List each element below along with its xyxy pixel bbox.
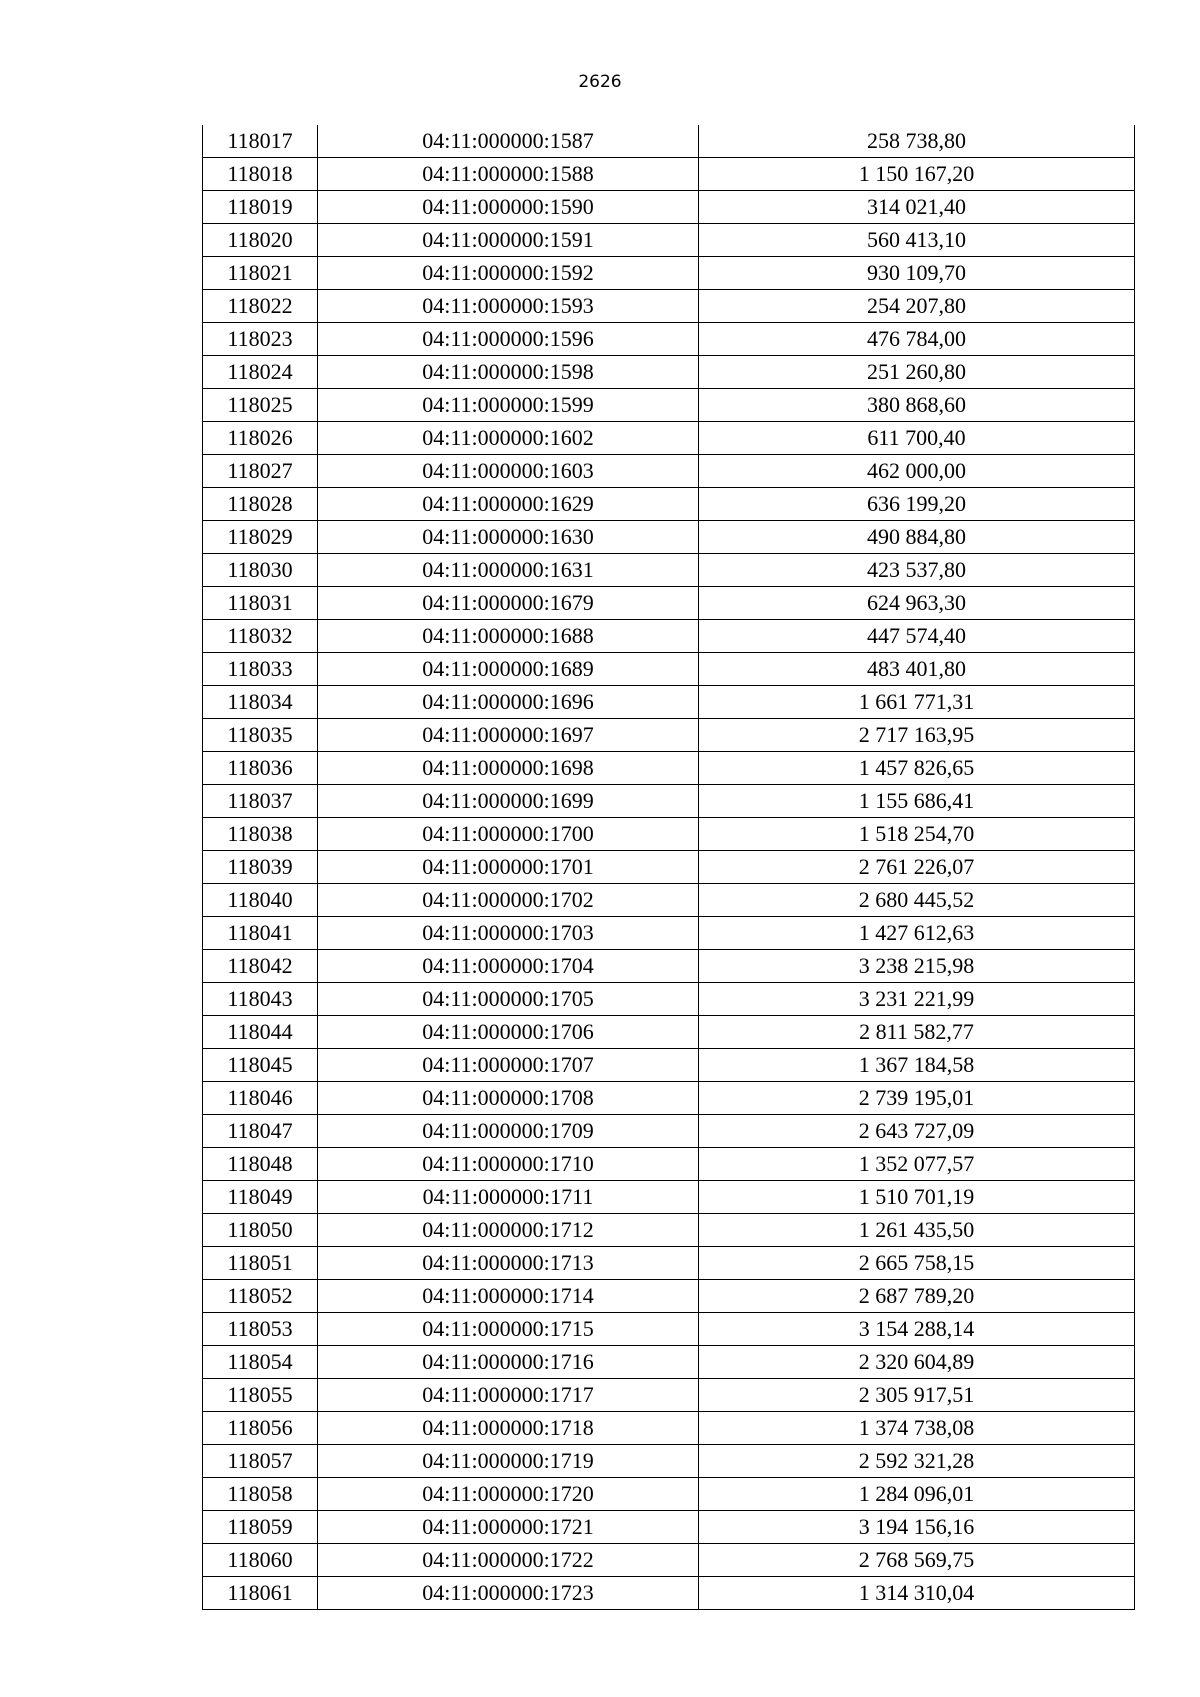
cadastral-value-cell: 423 537,80 [699, 554, 1135, 587]
cadastral-value-cell: 462 000,00 [699, 455, 1135, 488]
table-row [203, 257, 1135, 290]
cadastral-number-cell: 04:11:000000:1717 [318, 1379, 699, 1412]
cadastral-number-cell: 04:11:000000:1593 [318, 290, 699, 323]
table-row [203, 1445, 1135, 1478]
cadastral-number-cell: 04:11:000000:1705 [318, 983, 699, 1016]
row-number-cell: 118052 [203, 1280, 318, 1313]
cadastral-number-cell: 04:11:000000:1723 [318, 1577, 699, 1610]
cadastral-value-table [202, 125, 1135, 1610]
row-number-cell: 118050 [203, 1214, 318, 1247]
row-number-cell: 118020 [203, 224, 318, 257]
table-row [203, 983, 1135, 1016]
row-number-cell: 118040 [203, 884, 318, 917]
table-row [203, 422, 1135, 455]
cadastral-number-cell: 04:11:000000:1591 [318, 224, 699, 257]
cadastral-number-cell: 04:11:000000:1712 [318, 1214, 699, 1247]
cadastral-value-cell: 611 700,40 [699, 422, 1135, 455]
cadastral-number-cell: 04:11:000000:1720 [318, 1478, 699, 1511]
cadastral-value-cell: 3 231 221,99 [699, 983, 1135, 1016]
row-number-cell: 118024 [203, 356, 318, 389]
cadastral-value-cell: 314 021,40 [699, 191, 1135, 224]
cadastral-value-cell: 2 320 604,89 [699, 1346, 1135, 1379]
cadastral-number-cell: 04:11:000000:1706 [318, 1016, 699, 1049]
table-row [203, 1379, 1135, 1412]
cadastral-value-cell: 1 155 686,41 [699, 785, 1135, 818]
cadastral-number-cell: 04:11:000000:1588 [318, 158, 699, 191]
cadastral-value-cell: 483 401,80 [699, 653, 1135, 686]
cadastral-value-cell: 1 457 826,65 [699, 752, 1135, 785]
cadastral-value-cell: 1 150 167,20 [699, 158, 1135, 191]
cadastral-number-cell: 04:11:000000:1715 [318, 1313, 699, 1346]
cadastral-number-cell: 04:11:000000:1590 [318, 191, 699, 224]
table-row [203, 554, 1135, 587]
cadastral-number-cell: 04:11:000000:1719 [318, 1445, 699, 1478]
row-number-cell: 118034 [203, 686, 318, 719]
row-number-cell: 118056 [203, 1412, 318, 1445]
cadastral-value-cell: 380 868,60 [699, 389, 1135, 422]
table-row [203, 917, 1135, 950]
cadastral-number-cell: 04:11:000000:1629 [318, 488, 699, 521]
cadastral-number-cell: 04:11:000000:1688 [318, 620, 699, 653]
table-row [203, 1049, 1135, 1082]
row-number-cell: 118023 [203, 323, 318, 356]
table-row [203, 356, 1135, 389]
table-row [203, 884, 1135, 917]
cadastral-number-cell: 04:11:000000:1699 [318, 785, 699, 818]
cadastral-number-cell: 04:11:000000:1711 [318, 1181, 699, 1214]
table-row [203, 455, 1135, 488]
table-row [203, 950, 1135, 983]
row-number-cell: 118032 [203, 620, 318, 653]
row-number-cell: 118044 [203, 1016, 318, 1049]
cadastral-number-cell: 04:11:000000:1596 [318, 323, 699, 356]
row-number-cell: 118058 [203, 1478, 318, 1511]
row-number-cell: 118031 [203, 587, 318, 620]
row-number-cell: 118036 [203, 752, 318, 785]
table-row [203, 224, 1135, 257]
cadastral-number-cell: 04:11:000000:1709 [318, 1115, 699, 1148]
table-row [203, 389, 1135, 422]
row-number-cell: 118055 [203, 1379, 318, 1412]
cadastral-value-cell: 2 305 917,51 [699, 1379, 1135, 1412]
cadastral-number-cell: 04:11:000000:1592 [318, 257, 699, 290]
cadastral-number-cell: 04:11:000000:1631 [318, 554, 699, 587]
table-row [203, 1577, 1135, 1610]
row-number-cell: 118043 [203, 983, 318, 1016]
cadastral-value-cell: 930 109,70 [699, 257, 1135, 290]
cadastral-number-cell: 04:11:000000:1700 [318, 818, 699, 851]
cadastral-number-cell: 04:11:000000:1707 [318, 1049, 699, 1082]
cadastral-value-cell: 254 207,80 [699, 290, 1135, 323]
table-row [203, 653, 1135, 686]
table-row [203, 686, 1135, 719]
table-row [203, 1016, 1135, 1049]
cadastral-value-cell: 2 717 163,95 [699, 719, 1135, 752]
table-row [203, 1082, 1135, 1115]
table-row [203, 1280, 1135, 1313]
cadastral-value-cell: 560 413,10 [699, 224, 1135, 257]
cadastral-value-cell: 2 680 445,52 [699, 884, 1135, 917]
row-number-cell: 118051 [203, 1247, 318, 1280]
cadastral-value-cell: 2 665 758,15 [699, 1247, 1135, 1280]
row-number-cell: 118049 [203, 1181, 318, 1214]
cadastral-number-cell: 04:11:000000:1630 [318, 521, 699, 554]
cadastral-number-cell: 04:11:000000:1718 [318, 1412, 699, 1445]
cadastral-value-cell: 1 518 254,70 [699, 818, 1135, 851]
table-row [203, 587, 1135, 620]
table-row [203, 818, 1135, 851]
table-row [203, 1115, 1135, 1148]
row-number-cell: 118028 [203, 488, 318, 521]
row-number-cell: 118061 [203, 1577, 318, 1610]
cadastral-number-cell: 04:11:000000:1701 [318, 851, 699, 884]
row-number-cell: 118060 [203, 1544, 318, 1577]
row-number-cell: 118059 [203, 1511, 318, 1544]
table-row [203, 1544, 1135, 1577]
row-number-cell: 118017 [203, 125, 318, 158]
cadastral-value-cell: 3 238 215,98 [699, 950, 1135, 983]
row-number-cell: 118057 [203, 1445, 318, 1478]
table-row [203, 1247, 1135, 1280]
cadastral-value-cell: 3 194 156,16 [699, 1511, 1135, 1544]
row-number-cell: 118054 [203, 1346, 318, 1379]
cadastral-number-cell: 04:11:000000:1714 [318, 1280, 699, 1313]
cadastral-value-cell: 1 352 077,57 [699, 1148, 1135, 1181]
table-row [203, 620, 1135, 653]
row-number-cell: 118037 [203, 785, 318, 818]
cadastral-number-cell: 04:11:000000:1708 [318, 1082, 699, 1115]
row-number-cell: 118029 [203, 521, 318, 554]
table-row [203, 290, 1135, 323]
cadastral-number-cell: 04:11:000000:1602 [318, 422, 699, 455]
cadastral-value-cell: 1 661 771,31 [699, 686, 1135, 719]
row-number-cell: 118025 [203, 389, 318, 422]
table-body [203, 125, 1135, 1610]
row-number-cell: 118033 [203, 653, 318, 686]
cadastral-value-cell: 624 963,30 [699, 587, 1135, 620]
cadastral-value-cell: 258 738,80 [699, 125, 1135, 158]
table-row [203, 1346, 1135, 1379]
cadastral-value-cell: 3 154 288,14 [699, 1313, 1135, 1346]
cadastral-number-cell: 04:11:000000:1721 [318, 1511, 699, 1544]
cadastral-value-cell: 1 367 184,58 [699, 1049, 1135, 1082]
cadastral-value-cell: 636 199,20 [699, 488, 1135, 521]
row-number-cell: 118038 [203, 818, 318, 851]
cadastral-value-cell: 476 784,00 [699, 323, 1135, 356]
cadastral-value-cell: 1 374 738,08 [699, 1412, 1135, 1445]
cadastral-number-cell: 04:11:000000:1702 [318, 884, 699, 917]
row-number-cell: 118022 [203, 290, 318, 323]
cadastral-number-cell: 04:11:000000:1710 [318, 1148, 699, 1181]
table-row [203, 323, 1135, 356]
row-number-cell: 118053 [203, 1313, 318, 1346]
cadastral-value-cell: 2 643 727,09 [699, 1115, 1135, 1148]
cadastral-value-cell: 2 739 195,01 [699, 1082, 1135, 1115]
row-number-cell: 118042 [203, 950, 318, 983]
table-row [203, 1181, 1135, 1214]
table-row [203, 125, 1135, 158]
row-number-cell: 118048 [203, 1148, 318, 1181]
row-number-cell: 118046 [203, 1082, 318, 1115]
cadastral-number-cell: 04:11:000000:1698 [318, 752, 699, 785]
cadastral-number-cell: 04:11:000000:1703 [318, 917, 699, 950]
table-row [203, 851, 1135, 884]
table-row [203, 785, 1135, 818]
row-number-cell: 118045 [203, 1049, 318, 1082]
cadastral-value-cell: 1 261 435,50 [699, 1214, 1135, 1247]
cadastral-number-cell: 04:11:000000:1587 [318, 125, 699, 158]
table-row [203, 158, 1135, 191]
cadastral-value-cell: 2 811 582,77 [699, 1016, 1135, 1049]
page-number: 2626 [578, 72, 622, 92]
cadastral-value-cell: 1 314 310,04 [699, 1577, 1135, 1610]
cadastral-value-cell: 2 761 226,07 [699, 851, 1135, 884]
cadastral-number-cell: 04:11:000000:1722 [318, 1544, 699, 1577]
row-number-cell: 118030 [203, 554, 318, 587]
row-number-cell: 118021 [203, 257, 318, 290]
cadastral-number-cell: 04:11:000000:1713 [318, 1247, 699, 1280]
cadastral-value-cell: 2 592 321,28 [699, 1445, 1135, 1478]
table-row [203, 752, 1135, 785]
cadastral-value-cell: 447 574,40 [699, 620, 1135, 653]
cadastral-value-cell: 2 768 569,75 [699, 1544, 1135, 1577]
cadastral-value-cell: 2 687 789,20 [699, 1280, 1135, 1313]
cadastral-number-cell: 04:11:000000:1603 [318, 455, 699, 488]
cadastral-number-cell: 04:11:000000:1697 [318, 719, 699, 752]
cadastral-number-cell: 04:11:000000:1696 [318, 686, 699, 719]
table-row [203, 1214, 1135, 1247]
cadastral-number-cell: 04:11:000000:1704 [318, 950, 699, 983]
cadastral-number-cell: 04:11:000000:1679 [318, 587, 699, 620]
row-number-cell: 118018 [203, 158, 318, 191]
table-row [203, 191, 1135, 224]
row-number-cell: 118039 [203, 851, 318, 884]
table-row [203, 719, 1135, 752]
cadastral-number-cell: 04:11:000000:1689 [318, 653, 699, 686]
cadastral-number-cell: 04:11:000000:1598 [318, 356, 699, 389]
cadastral-number-cell: 04:11:000000:1599 [318, 389, 699, 422]
cadastral-value-cell: 251 260,80 [699, 356, 1135, 389]
table-row [203, 1313, 1135, 1346]
table-row [203, 1148, 1135, 1181]
table-row [203, 1478, 1135, 1511]
cadastral-number-cell: 04:11:000000:1716 [318, 1346, 699, 1379]
row-number-cell: 118026 [203, 422, 318, 455]
row-number-cell: 118035 [203, 719, 318, 752]
cadastral-value-cell: 1 427 612,63 [699, 917, 1135, 950]
table-row [203, 1412, 1135, 1445]
row-number-cell: 118027 [203, 455, 318, 488]
table-row [203, 521, 1135, 554]
table-row [203, 488, 1135, 521]
cadastral-value-cell: 1 510 701,19 [699, 1181, 1135, 1214]
cadastral-value-cell: 490 884,80 [699, 521, 1135, 554]
row-number-cell: 118041 [203, 917, 318, 950]
row-number-cell: 118019 [203, 191, 318, 224]
cadastral-value-cell: 1 284 096,01 [699, 1478, 1135, 1511]
table-row [203, 1511, 1135, 1544]
row-number-cell: 118047 [203, 1115, 318, 1148]
